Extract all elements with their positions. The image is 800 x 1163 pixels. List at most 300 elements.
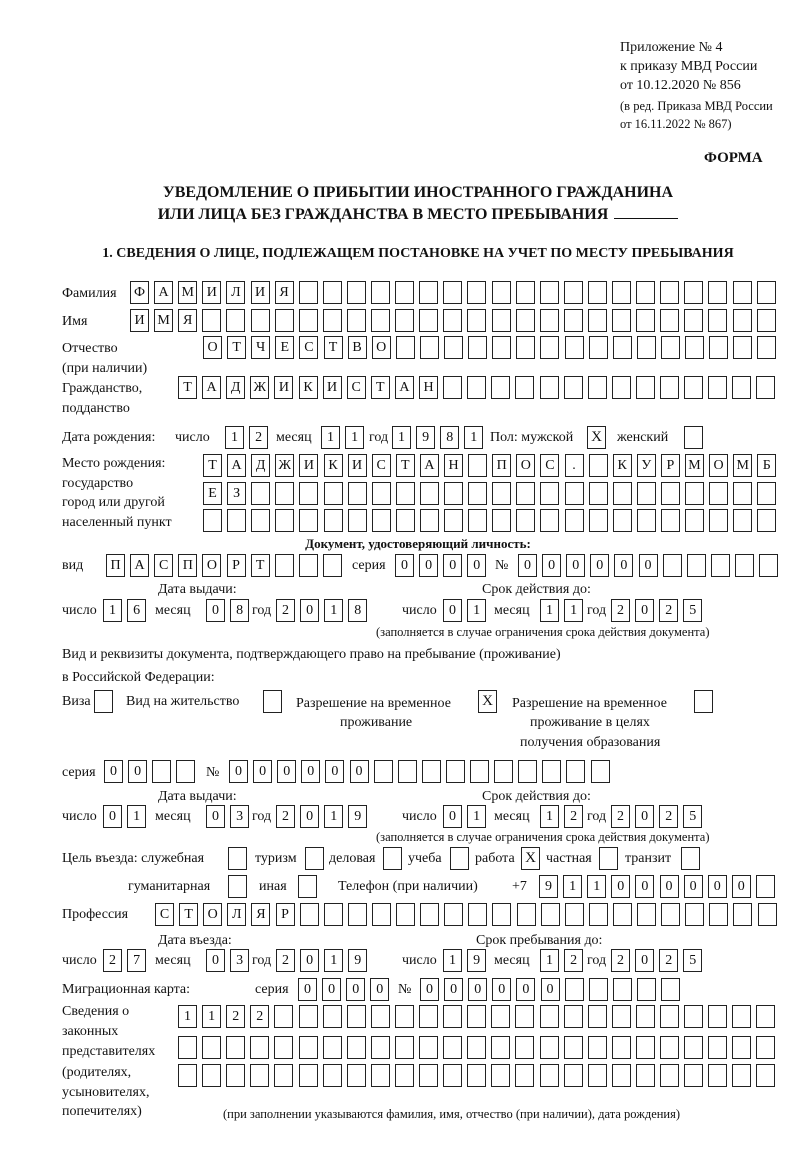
char-box[interactable]: Ф — [130, 281, 149, 304]
char-box[interactable]: 8 — [230, 599, 249, 622]
char-box[interactable] — [711, 554, 730, 577]
char-box[interactable] — [709, 336, 728, 359]
char-box[interactable]: 0 — [639, 554, 658, 577]
char-box[interactable] — [324, 903, 343, 926]
char-box[interactable] — [708, 309, 727, 332]
char-box[interactable] — [756, 1036, 775, 1059]
char-box[interactable] — [396, 509, 415, 532]
char-box[interactable] — [323, 309, 342, 332]
char-box[interactable] — [685, 509, 704, 532]
char-box[interactable] — [613, 978, 632, 1001]
char-box[interactable] — [446, 760, 465, 783]
char-box[interactable] — [443, 309, 462, 332]
char-box[interactable] — [226, 1036, 245, 1059]
char-box[interactable]: 0 — [444, 978, 463, 1001]
char-box[interactable] — [613, 509, 632, 532]
char-box[interactable] — [396, 903, 415, 926]
char-box[interactable] — [732, 1005, 751, 1028]
char-box[interactable]: Т — [178, 376, 197, 399]
char-box[interactable] — [443, 376, 462, 399]
char-box[interactable] — [612, 309, 631, 332]
char-box[interactable] — [613, 336, 632, 359]
char-box[interactable] — [395, 281, 414, 304]
char-box[interactable] — [588, 1064, 607, 1087]
char-box[interactable]: П — [178, 554, 197, 577]
purpose-tourism-checkbox[interactable] — [305, 847, 324, 870]
char-box[interactable]: 1 — [321, 426, 340, 449]
char-box[interactable] — [470, 760, 489, 783]
char-box[interactable] — [588, 376, 607, 399]
char-box[interactable] — [492, 903, 511, 926]
char-box[interactable] — [588, 281, 607, 304]
char-box[interactable] — [612, 1064, 631, 1087]
char-box[interactable]: Я — [251, 903, 270, 926]
char-box[interactable] — [757, 336, 776, 359]
char-box[interactable] — [684, 1064, 703, 1087]
char-box[interactable] — [733, 509, 752, 532]
char-box[interactable] — [324, 482, 343, 505]
char-box[interactable] — [542, 760, 561, 783]
char-box[interactable]: Ч — [251, 336, 270, 359]
char-box[interactable]: 5 — [683, 805, 702, 828]
char-box[interactable] — [299, 509, 318, 532]
char-box[interactable] — [323, 1005, 342, 1028]
char-box[interactable]: М — [154, 309, 173, 332]
char-box[interactable] — [564, 376, 583, 399]
char-box[interactable] — [395, 1005, 414, 1028]
char-box[interactable] — [468, 482, 487, 505]
char-box[interactable] — [540, 1064, 559, 1087]
char-box[interactable] — [661, 509, 680, 532]
char-box[interactable] — [684, 1005, 703, 1028]
char-box[interactable] — [372, 482, 391, 505]
char-box[interactable] — [636, 1005, 655, 1028]
char-box[interactable] — [757, 482, 776, 505]
char-box[interactable]: Т — [227, 336, 246, 359]
char-box[interactable] — [468, 336, 487, 359]
char-box[interactable]: С — [540, 454, 559, 477]
char-box[interactable] — [540, 509, 559, 532]
char-box[interactable] — [661, 903, 680, 926]
char-box[interactable] — [395, 309, 414, 332]
char-box[interactable] — [420, 482, 439, 505]
char-box[interactable] — [660, 309, 679, 332]
char-box[interactable]: 0 — [300, 949, 319, 972]
char-box[interactable] — [398, 760, 417, 783]
char-box[interactable] — [515, 1036, 534, 1059]
char-box[interactable] — [491, 1005, 510, 1028]
char-box[interactable] — [685, 903, 704, 926]
char-box[interactable] — [274, 1064, 293, 1087]
char-box[interactable] — [300, 903, 319, 926]
char-box[interactable]: . — [565, 454, 584, 477]
char-box[interactable] — [371, 309, 390, 332]
char-box[interactable] — [733, 336, 752, 359]
char-box[interactable] — [733, 482, 752, 505]
char-box[interactable]: 0 — [708, 875, 727, 898]
char-box[interactable] — [540, 376, 559, 399]
char-box[interactable]: Л — [226, 281, 245, 304]
char-box[interactable] — [612, 1036, 631, 1059]
char-box[interactable]: Р — [227, 554, 246, 577]
char-box[interactable]: А — [154, 281, 173, 304]
char-box[interactable]: 0 — [104, 760, 123, 783]
char-box[interactable]: С — [372, 454, 391, 477]
char-box[interactable] — [152, 760, 171, 783]
char-box[interactable]: 3 — [230, 949, 249, 972]
char-box[interactable] — [518, 760, 537, 783]
char-box[interactable]: 0 — [492, 978, 511, 1001]
char-box[interactable] — [347, 309, 366, 332]
char-box[interactable] — [684, 281, 703, 304]
char-box[interactable]: 2 — [564, 805, 583, 828]
char-box[interactable] — [565, 978, 584, 1001]
char-box[interactable] — [566, 760, 585, 783]
char-box[interactable] — [176, 760, 195, 783]
char-box[interactable] — [757, 281, 776, 304]
char-box[interactable] — [227, 509, 246, 532]
char-box[interactable] — [443, 1036, 462, 1059]
char-box[interactable] — [565, 482, 584, 505]
char-box[interactable] — [756, 376, 775, 399]
char-box[interactable] — [660, 376, 679, 399]
purpose-transit-checkbox[interactable] — [681, 847, 700, 870]
char-box[interactable] — [323, 281, 342, 304]
char-box[interactable] — [708, 376, 727, 399]
char-box[interactable] — [299, 1064, 318, 1087]
char-box[interactable]: Т — [251, 554, 270, 577]
char-box[interactable]: 1 — [127, 805, 146, 828]
char-box[interactable] — [492, 309, 511, 332]
purpose-business-checkbox[interactable] — [383, 847, 402, 870]
char-box[interactable]: 0 — [542, 554, 561, 577]
char-box[interactable] — [348, 903, 367, 926]
char-box[interactable]: 0 — [590, 554, 609, 577]
char-box[interactable] — [299, 482, 318, 505]
char-box[interactable]: С — [155, 903, 174, 926]
char-box[interactable]: 1 — [324, 949, 343, 972]
char-box[interactable]: 2 — [250, 1005, 269, 1028]
char-box[interactable]: 2 — [659, 949, 678, 972]
char-box[interactable] — [565, 509, 584, 532]
char-box[interactable]: Ж — [275, 454, 294, 477]
char-box[interactable] — [491, 1064, 510, 1087]
char-box[interactable]: В — [348, 336, 367, 359]
char-box[interactable]: 0 — [518, 554, 537, 577]
char-box[interactable] — [251, 482, 270, 505]
char-box[interactable] — [492, 281, 511, 304]
char-box[interactable]: 2 — [611, 599, 630, 622]
char-box[interactable] — [564, 1064, 583, 1087]
char-box[interactable]: К — [613, 454, 632, 477]
char-box[interactable] — [371, 1005, 390, 1028]
char-box[interactable]: С — [299, 336, 318, 359]
char-box[interactable] — [348, 509, 367, 532]
char-box[interactable] — [757, 309, 776, 332]
char-box[interactable] — [299, 281, 318, 304]
char-box[interactable]: 0 — [206, 599, 225, 622]
char-box[interactable] — [347, 281, 366, 304]
char-box[interactable] — [540, 281, 559, 304]
char-box[interactable]: А — [420, 454, 439, 477]
char-box[interactable] — [251, 509, 270, 532]
char-box[interactable] — [541, 903, 560, 926]
char-box[interactable] — [178, 1064, 197, 1087]
char-box[interactable] — [516, 509, 535, 532]
char-box[interactable] — [299, 1005, 318, 1028]
char-box[interactable] — [565, 336, 584, 359]
char-box[interactable] — [468, 454, 487, 477]
char-box[interactable] — [468, 903, 487, 926]
char-box[interactable]: П — [106, 554, 125, 577]
char-box[interactable] — [467, 309, 486, 332]
char-box[interactable]: 0 — [541, 978, 560, 1001]
char-box[interactable] — [444, 903, 463, 926]
char-box[interactable]: И — [130, 309, 149, 332]
char-box[interactable] — [347, 1036, 366, 1059]
char-box[interactable] — [636, 309, 655, 332]
char-box[interactable]: 8 — [348, 599, 367, 622]
char-box[interactable] — [419, 281, 438, 304]
char-box[interactable]: 2 — [611, 805, 630, 828]
char-box[interactable]: 1 — [178, 1005, 197, 1028]
char-box[interactable]: 0 — [660, 875, 679, 898]
char-box[interactable] — [637, 509, 656, 532]
char-box[interactable] — [275, 309, 294, 332]
char-box[interactable] — [637, 482, 656, 505]
char-box[interactable] — [759, 554, 778, 577]
char-box[interactable]: 0 — [346, 978, 365, 1001]
char-box[interactable] — [374, 760, 393, 783]
char-box[interactable] — [564, 1005, 583, 1028]
char-box[interactable]: 2 — [276, 949, 295, 972]
char-box[interactable]: 0 — [277, 760, 296, 783]
char-box[interactable]: Я — [275, 281, 294, 304]
char-box[interactable] — [419, 309, 438, 332]
char-box[interactable]: 2 — [103, 949, 122, 972]
trp-edu-checkbox[interactable] — [694, 690, 713, 713]
char-box[interactable] — [444, 482, 463, 505]
char-box[interactable] — [709, 482, 728, 505]
char-box[interactable] — [756, 1064, 775, 1087]
char-box[interactable]: Т — [371, 376, 390, 399]
char-box[interactable] — [323, 1036, 342, 1059]
char-box[interactable]: 9 — [539, 875, 558, 898]
char-box[interactable] — [324, 509, 343, 532]
char-box[interactable]: 0 — [325, 760, 344, 783]
char-box[interactable] — [733, 309, 752, 332]
char-box[interactable]: 0 — [468, 978, 487, 1001]
char-box[interactable]: 1 — [392, 426, 411, 449]
char-box[interactable] — [663, 554, 682, 577]
char-box[interactable] — [420, 336, 439, 359]
char-box[interactable] — [202, 1036, 221, 1059]
char-box[interactable] — [612, 281, 631, 304]
char-box[interactable]: 9 — [348, 949, 367, 972]
char-box[interactable] — [371, 281, 390, 304]
char-box[interactable]: О — [203, 336, 222, 359]
char-box[interactable] — [564, 281, 583, 304]
char-box[interactable] — [468, 509, 487, 532]
char-box[interactable] — [636, 1064, 655, 1087]
char-box[interactable] — [733, 903, 752, 926]
char-box[interactable] — [540, 1005, 559, 1028]
purpose-private-checkbox[interactable] — [599, 847, 618, 870]
char-box[interactable]: 1 — [345, 426, 364, 449]
char-box[interactable] — [371, 1036, 390, 1059]
char-box[interactable] — [636, 1036, 655, 1059]
char-box[interactable] — [684, 376, 703, 399]
char-box[interactable] — [515, 1064, 534, 1087]
char-box[interactable]: 3 — [230, 805, 249, 828]
char-box[interactable] — [203, 509, 222, 532]
char-box[interactable] — [591, 760, 610, 783]
char-box[interactable] — [732, 1064, 751, 1087]
char-box[interactable] — [275, 554, 294, 577]
char-box[interactable] — [661, 336, 680, 359]
char-box[interactable]: Е — [275, 336, 294, 359]
char-box[interactable]: Д — [226, 376, 245, 399]
char-box[interactable] — [443, 1064, 462, 1087]
char-box[interactable]: 6 — [127, 599, 146, 622]
char-box[interactable] — [467, 376, 486, 399]
char-box[interactable] — [274, 1036, 293, 1059]
char-box[interactable]: 1 — [587, 875, 606, 898]
char-box[interactable] — [732, 376, 751, 399]
char-box[interactable]: 9 — [348, 805, 367, 828]
char-box[interactable] — [467, 281, 486, 304]
char-box[interactable] — [422, 760, 441, 783]
char-box[interactable] — [636, 376, 655, 399]
char-box[interactable] — [226, 1064, 245, 1087]
char-box[interactable]: 2 — [659, 805, 678, 828]
char-box[interactable]: 5 — [683, 599, 702, 622]
char-box[interactable]: А — [395, 376, 414, 399]
char-box[interactable]: 1 — [564, 599, 583, 622]
purpose-humanitarian-checkbox[interactable] — [228, 875, 247, 898]
char-box[interactable] — [708, 1005, 727, 1028]
char-box[interactable] — [735, 554, 754, 577]
char-box[interactable]: 9 — [416, 426, 435, 449]
char-box[interactable] — [299, 1036, 318, 1059]
char-box[interactable] — [589, 336, 608, 359]
char-box[interactable]: 0 — [443, 805, 462, 828]
char-box[interactable] — [492, 336, 511, 359]
char-box[interactable] — [178, 1036, 197, 1059]
char-box[interactable]: 0 — [635, 805, 654, 828]
char-box[interactable]: 1 — [540, 599, 559, 622]
char-box[interactable] — [443, 1005, 462, 1028]
char-box[interactable]: О — [516, 454, 535, 477]
place-blank[interactable] — [614, 206, 678, 219]
char-box[interactable]: 0 — [206, 805, 225, 828]
char-box[interactable]: 1 — [467, 599, 486, 622]
char-box[interactable] — [564, 309, 583, 332]
char-box[interactable] — [589, 978, 608, 1001]
purpose-study-checkbox[interactable] — [450, 847, 469, 870]
char-box[interactable]: 1 — [324, 599, 343, 622]
char-box[interactable] — [492, 509, 511, 532]
char-box[interactable]: 0 — [350, 760, 369, 783]
char-box[interactable]: 7 — [127, 949, 146, 972]
char-box[interactable] — [516, 336, 535, 359]
char-box[interactable]: 0 — [611, 875, 630, 898]
char-box[interactable]: 0 — [732, 875, 751, 898]
char-box[interactable] — [685, 482, 704, 505]
char-box[interactable]: Е — [203, 482, 222, 505]
char-box[interactable]: 0 — [684, 875, 703, 898]
char-box[interactable] — [661, 482, 680, 505]
char-box[interactable]: 1 — [443, 949, 462, 972]
char-box[interactable]: 0 — [566, 554, 585, 577]
char-box[interactable]: 0 — [206, 949, 225, 972]
char-box[interactable] — [420, 509, 439, 532]
char-box[interactable]: 0 — [635, 949, 654, 972]
char-box[interactable]: Т — [396, 454, 415, 477]
char-box[interactable]: М — [733, 454, 752, 477]
char-box[interactable] — [661, 978, 680, 1001]
char-box[interactable] — [348, 482, 367, 505]
char-box[interactable] — [395, 1064, 414, 1087]
char-box[interactable] — [420, 903, 439, 926]
char-box[interactable] — [733, 281, 752, 304]
char-box[interactable]: Я — [178, 309, 197, 332]
char-box[interactable] — [636, 281, 655, 304]
char-box[interactable]: А — [130, 554, 149, 577]
char-box[interactable]: И — [251, 281, 270, 304]
char-box[interactable]: 2 — [226, 1005, 245, 1028]
char-box[interactable]: 0 — [395, 554, 414, 577]
char-box[interactable]: Р — [276, 903, 295, 926]
char-box[interactable] — [612, 376, 631, 399]
char-box[interactable]: М — [685, 454, 704, 477]
char-box[interactable] — [299, 554, 318, 577]
char-box[interactable] — [251, 309, 270, 332]
char-box[interactable] — [684, 1036, 703, 1059]
char-box[interactable]: 0 — [301, 760, 320, 783]
char-box[interactable] — [660, 281, 679, 304]
char-box[interactable] — [709, 509, 728, 532]
char-box[interactable]: 1 — [464, 426, 483, 449]
char-box[interactable] — [444, 509, 463, 532]
char-box[interactable]: М — [178, 281, 197, 304]
char-box[interactable]: 2 — [249, 426, 268, 449]
char-box[interactable]: О — [709, 454, 728, 477]
char-box[interactable] — [396, 482, 415, 505]
char-box[interactable]: У — [637, 454, 656, 477]
char-box[interactable]: 0 — [370, 978, 389, 1001]
char-box[interactable] — [517, 903, 536, 926]
char-box[interactable] — [323, 1064, 342, 1087]
char-box[interactable]: Ж — [250, 376, 269, 399]
char-box[interactable] — [732, 1036, 751, 1059]
char-box[interactable] — [515, 376, 534, 399]
char-box[interactable] — [564, 1036, 583, 1059]
char-box[interactable] — [637, 978, 656, 1001]
char-box[interactable]: 2 — [611, 949, 630, 972]
char-box[interactable]: Т — [324, 336, 343, 359]
char-box[interactable] — [589, 454, 608, 477]
purpose-other-checkbox[interactable] — [298, 875, 317, 898]
char-box[interactable] — [660, 1005, 679, 1028]
char-box[interactable]: 1 — [540, 949, 559, 972]
char-box[interactable]: Р — [661, 454, 680, 477]
char-box[interactable]: 1 — [225, 426, 244, 449]
char-box[interactable] — [202, 309, 221, 332]
char-box[interactable] — [516, 309, 535, 332]
char-box[interactable]: З — [227, 482, 246, 505]
char-box[interactable] — [492, 482, 511, 505]
